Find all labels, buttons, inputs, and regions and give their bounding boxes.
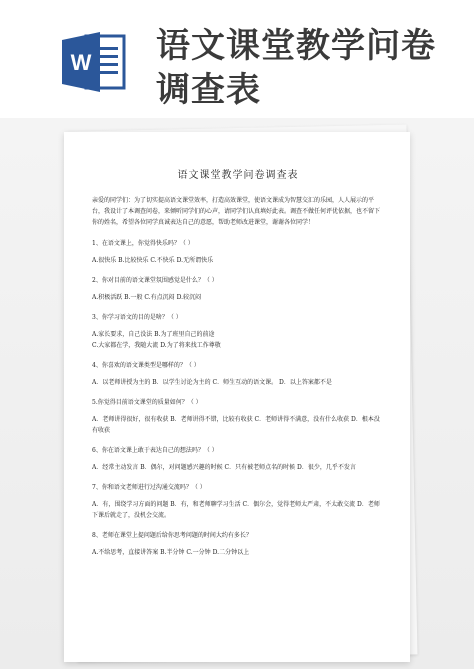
question-text: 1、在语文课上，你觉得快乐吗？（ ） (92, 240, 194, 247)
question-options: A．经常主动发言 B．偶尔，对问题感兴趣的时候 C．只有被老师点名的时候 D．很少，几乎不发言 (92, 464, 356, 471)
question-text: 4、你喜欢的语文课类型是哪样的？（ ） (92, 362, 200, 369)
question-options: A.积极活跃 B.一般 C.有点沉闷 D.较沉闷 (92, 294, 202, 301)
question-options: A．以老师讲授为主的 B．以学生讨论为主的 C．师生互动的语文课。 D．以上答案都不是 (92, 379, 332, 386)
question-text: 8、老师在课堂上提问题后给你思考问题的时间大约有多长？ (92, 532, 252, 539)
question-block (92, 275, 384, 303)
question-options: A.很快乐 B.比较快乐 C.不快乐 D.无所谓快乐 (92, 257, 214, 264)
intro-paragraph: 亲爱的同学们：为了切实提高语文课堂效率，打造高效课堂，使语文课成为智慧交汇的乐园，人人展示的平台，我设计了本调查问卷，来倾听同学们的心声，请同学们认真填好此表。调查不做任何评优依据，也不留下你的姓名，希望各位同学真诚表达自己的意愿，帮助老师改进课堂，谢谢各位同学！ (92, 197, 381, 226)
question-text: 7、你和语文老师进行过沟通交流吗？（ ） (92, 484, 206, 491)
question-text: 2、你对目前的语文课堂氛围感觉是什么？（ ） (92, 277, 218, 284)
question-options: A．有，围绕学习方面的问题 B．有，和老师聊学习生活 C．偶尔会，觉得老师太严肃，不太敢交流 D．老师下课后就走了，没机会交流。 (92, 501, 380, 519)
question-block (92, 445, 384, 473)
question-options: A．老师讲得很好，很有收获 B．老师讲得不错，比较有收获 C．老师讲得不满意，没有什么收获 D．根本没有收获 (92, 416, 380, 434)
question-block (92, 530, 384, 558)
logo-letter: W (70, 50, 92, 75)
question-text: 5.你觉得目前语文课堂的质量如何？（ ） (92, 399, 202, 406)
question-options: A.不给思考，直接讲答案 B.半分钟 C.一分钟 D.二分钟以上 (92, 549, 250, 556)
question-options: A.家长要求，自己没法 B.为了班里自己的前途 C.大家都在学，我随大流 D.为了将来找工作尊敬 (92, 331, 221, 349)
question-block (92, 238, 384, 266)
banner-title: 语文课堂教学问卷调查表 (156, 26, 436, 110)
question-text: 6、你在语文课上敢于表达自己的想法吗？（ ） (92, 447, 218, 454)
document-title: 语文课堂教学问卷调查表 (177, 170, 299, 181)
question-block (92, 312, 384, 351)
question-block (92, 397, 384, 436)
banner (0, 0, 474, 118)
question-block (92, 360, 384, 388)
question-text: 3、你学习语文的目的是啥？（ ） (92, 314, 182, 321)
word-icon (60, 28, 128, 96)
document-page (64, 132, 410, 662)
question-block (92, 482, 384, 521)
